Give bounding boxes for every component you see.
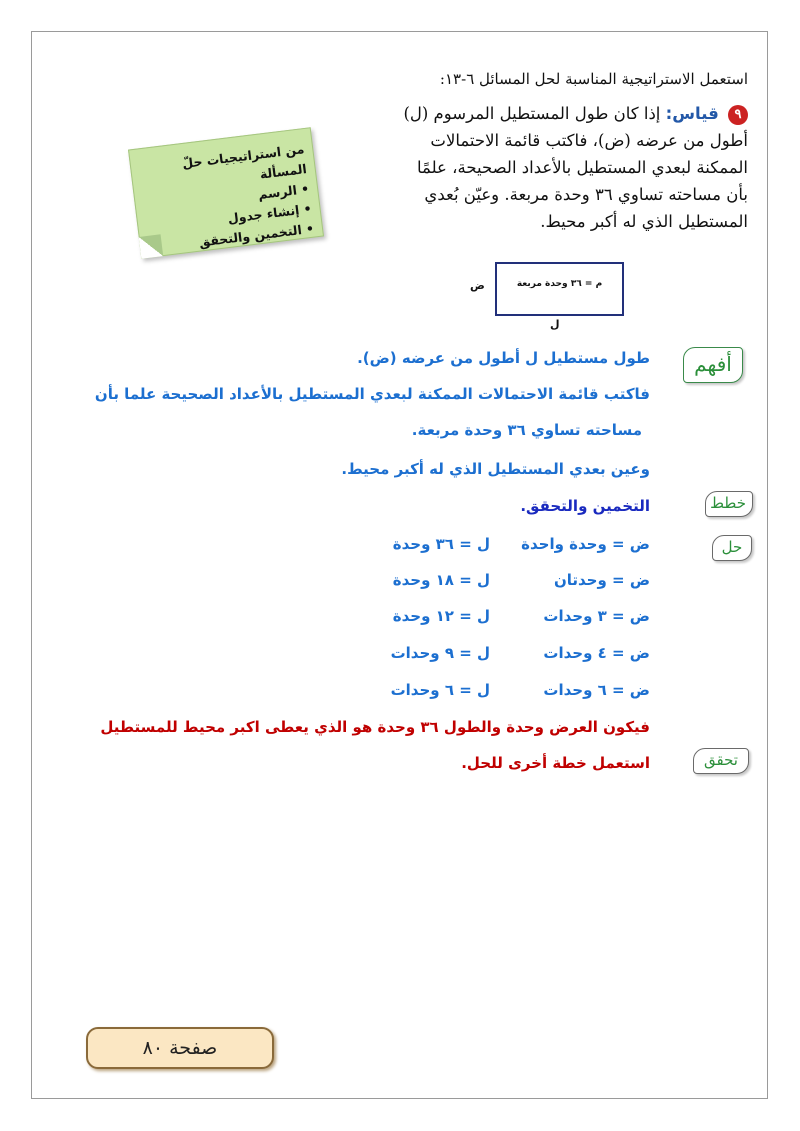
- check-tag: تحقق: [693, 748, 749, 774]
- understand-line: فاكتب قائمة الاحتمالات الممكنة لبعدي المستطيل بالأعداد الصحيحة علما بأن: [94, 385, 650, 403]
- understand-line: وعين بعدي المستطيل الذي له أكبر محيط.: [341, 460, 650, 478]
- plan-text: التخمين والتحقق.: [520, 497, 650, 515]
- strategies-title: من استراتيجيات حلّ المسألة: [181, 141, 308, 182]
- solution-width: ض = ٦ وحدات: [543, 681, 650, 699]
- strategy-item: • إنشاء جدول: [226, 200, 313, 226]
- problem-line-2: أطول من عرضه (ض)، فاكتب قائمة الاحتمالات: [430, 131, 748, 150]
- solution-length: ل = ٦ وحدات: [390, 681, 490, 699]
- problem-line-5: المستطيل الذي له أكبر محيط.: [540, 212, 748, 231]
- rectangle-figure: [495, 262, 624, 316]
- problem-line-4: بأن مساحته تساوي ٣٦ وحدة مربعة. وعيّن بُعدي: [424, 185, 748, 204]
- instruction-text: استعمل الاستراتيجية المناسبة لحل المسائل ٦-١٣:: [439, 70, 748, 88]
- solution-width: ض = ٣ وحدات: [543, 607, 650, 625]
- strategies-sticky-note: [128, 127, 324, 259]
- solution-row: [90, 644, 650, 668]
- rectangle-length-label: ل: [550, 318, 560, 331]
- solution-width: ض = ٤ وحدات: [543, 644, 650, 662]
- problem-number-badge: ٩: [728, 105, 748, 125]
- problem-first-line: [388, 100, 748, 127]
- solution-width: ض = وحدة واحدة: [521, 535, 650, 553]
- solution-row: [90, 571, 650, 595]
- plan-tag: خطط: [705, 491, 753, 517]
- rectangle-area-text: م = ٣٦ وحدة مربعة: [516, 279, 603, 289]
- strategy-item: • الرسم: [257, 180, 310, 203]
- solution-length: ل = ١٢ وحدة: [392, 607, 490, 625]
- understand-tag: أفهم: [683, 347, 743, 383]
- solution-row: [90, 681, 650, 705]
- problem-statement: [388, 100, 748, 235]
- rectangle-width-label: ض: [470, 279, 485, 292]
- problem-line-3: الممكنة لبعدي المستطيل بالأعداد الصحيحة، علمًا: [417, 158, 748, 177]
- solution-length: ل = ١٨ وحدة: [392, 571, 490, 589]
- solution-row: [90, 535, 650, 559]
- page-number-badge: صفحة ٨٠: [86, 1027, 274, 1069]
- strategy-item: • التخمين والتحقق: [198, 220, 315, 250]
- understand-line: مساحته تساوي ٣٦ وحدة مربعة.: [411, 421, 642, 439]
- problem-line-1: إذا كان طول المستطيل المرسوم (ل): [403, 104, 661, 123]
- solution-row: [90, 607, 650, 631]
- check-text: استعمل خطة أخرى للحل.: [461, 754, 650, 772]
- conclusion-text: فيكون العرض وحدة والطول ٣٦ وحدة هو الذي يعطى اكبر محيط للمستطيل: [100, 718, 650, 736]
- solution-width: ض = وحدتان: [553, 571, 650, 589]
- understand-line: طول مستطيل ل أطول من عرضه (ض).: [357, 349, 650, 367]
- solution-length: ل = ٣٦ وحدة: [392, 535, 490, 553]
- problem-label: قياس:: [665, 104, 719, 123]
- solution-length: ل = ٩ وحدات: [390, 644, 490, 662]
- solve-tag: حل: [712, 535, 752, 561]
